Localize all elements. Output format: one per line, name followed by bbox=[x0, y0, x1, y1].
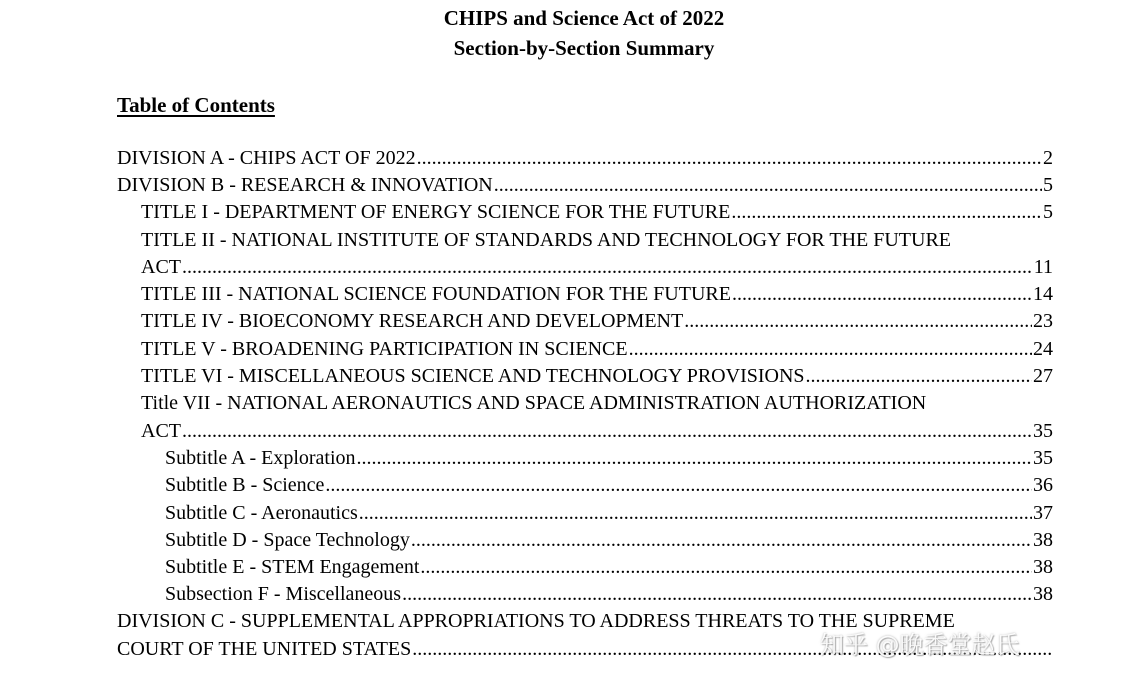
toc-entry-label: TITLE III - NATIONAL SCIENCE FOUNDATION FOR THE FUTURE bbox=[141, 283, 731, 305]
toc-entry-page: 35 bbox=[1033, 447, 1053, 469]
toc-entry-subtitle-c[interactable] bbox=[165, 500, 1053, 527]
toc-entry-label: Subtitle D - Space Technology bbox=[165, 529, 410, 551]
toc-entry-page: 38 bbox=[1033, 529, 1053, 551]
toc-entry-page: 24 bbox=[1033, 338, 1053, 360]
toc-entry-subtitle-b[interactable] bbox=[165, 472, 1053, 499]
dot-leader bbox=[494, 172, 1042, 199]
dot-leader bbox=[357, 445, 1032, 472]
dot-leader bbox=[411, 527, 1032, 554]
dot-leader bbox=[806, 363, 1032, 390]
document-title: CHIPS and Science Act of 2022 bbox=[443, 6, 725, 30]
toc-entry-division-b[interactable] bbox=[117, 172, 1053, 199]
toc-entry-label: Subtitle A - Exploration bbox=[165, 447, 356, 469]
toc-entry-page: 5 bbox=[1043, 174, 1053, 196]
dot-leader bbox=[731, 199, 1042, 226]
toc-heading: Table of Contents bbox=[117, 93, 275, 117]
toc-entry-subtitle-d[interactable] bbox=[165, 527, 1053, 554]
toc-entry-page: 11 bbox=[1033, 256, 1053, 278]
document-subtitle: Section-by-Section Summary bbox=[453, 36, 715, 60]
toc-entry-page: 27 bbox=[1033, 365, 1053, 387]
toc-entry-subsection-f[interactable] bbox=[165, 581, 1053, 608]
toc-entry-title-i[interactable] bbox=[141, 199, 1053, 226]
dot-leader bbox=[359, 500, 1032, 527]
toc-entry-page: 35 bbox=[1033, 420, 1053, 442]
toc-entry-subtitle-e[interactable] bbox=[165, 554, 1053, 581]
toc-entry-label: DIVISION A - CHIPS ACT OF 2022 bbox=[117, 147, 416, 169]
toc-entry-title-ii-line1[interactable]: TITLE II - NATIONAL INSTITUTE OF STANDARDS AND TECHNOLOGY FOR THE FUTURE bbox=[141, 229, 952, 251]
dot-leader bbox=[420, 554, 1032, 581]
toc-entry-title-ii[interactable] bbox=[141, 254, 1053, 281]
toc-entry-title-v[interactable] bbox=[141, 336, 1053, 363]
toc-entry-label: DIVISION B - RESEARCH & INNOVATION bbox=[117, 174, 493, 196]
dot-leader bbox=[629, 336, 1032, 363]
toc-entry-title-iv[interactable] bbox=[141, 308, 1053, 335]
toc-entry-label: TITLE IV - BIOECONOMY RESEARCH AND DEVELOPMENT bbox=[141, 310, 684, 332]
toc-entry-label: ACT bbox=[141, 256, 181, 278]
toc-entry-label: TITLE VI - MISCELLANEOUS SCIENCE AND TECHNOLOGY PROVISIONS bbox=[141, 365, 805, 387]
toc-entry-page: 5 bbox=[1043, 201, 1053, 223]
dot-leader bbox=[417, 145, 1042, 172]
dot-leader bbox=[182, 254, 1033, 281]
toc-entry-label: COURT OF THE UNITED STATES bbox=[117, 638, 412, 660]
toc-entry-label: TITLE I - DEPARTMENT OF ENERGY SCIENCE FOR THE FUTURE bbox=[141, 201, 731, 223]
toc-entry-label: Subtitle C - Aeronautics bbox=[165, 502, 358, 524]
dot-leader bbox=[684, 308, 1032, 335]
toc-entry-page: 14 bbox=[1033, 283, 1053, 305]
toc-entry-page: 23 bbox=[1033, 310, 1053, 332]
toc-entry-label: TITLE V - BROADENING PARTICIPATION IN SCIENCE bbox=[141, 338, 628, 360]
toc-entry-label: Subsection F - Miscellaneous bbox=[165, 583, 402, 605]
toc-entry-label: Subtitle B - Science bbox=[165, 474, 325, 496]
toc-entry-title-vii[interactable] bbox=[141, 418, 1053, 445]
watermark: 知乎 @晚香堂赵氏 bbox=[820, 631, 1020, 659]
toc-entry-label: ACT bbox=[141, 420, 181, 442]
toc-entry-title-vi[interactable] bbox=[141, 363, 1053, 390]
dot-leader bbox=[402, 581, 1032, 608]
dot-leader bbox=[732, 281, 1032, 308]
dot-leader bbox=[182, 418, 1032, 445]
toc-entry-page: 38 bbox=[1033, 556, 1053, 578]
toc-entry-page: 38 bbox=[1033, 583, 1053, 605]
toc-entry-page: 2 bbox=[1043, 147, 1053, 169]
toc-entry-page: 36 bbox=[1033, 474, 1053, 496]
dot-leader bbox=[325, 472, 1032, 499]
toc-entry-label: Subtitle E - STEM Engagement bbox=[165, 556, 420, 578]
toc-entry-division-c-line1[interactable]: DIVISION C - SUPPLEMENTAL APPROPRIATIONS TO ADDRESS THREATS TO THE SUPREME bbox=[117, 610, 955, 632]
toc-entry-title-vii-line1[interactable]: Title VII - NATIONAL AERONAUTICS AND SPACE ADMINISTRATION AUTHORIZATION bbox=[141, 392, 927, 414]
toc-entry-subtitle-a[interactable] bbox=[165, 445, 1053, 472]
toc-entry-page: 37 bbox=[1033, 502, 1053, 524]
toc-entry-title-iii[interactable] bbox=[141, 281, 1053, 308]
toc-entry-division-a[interactable] bbox=[117, 145, 1053, 172]
